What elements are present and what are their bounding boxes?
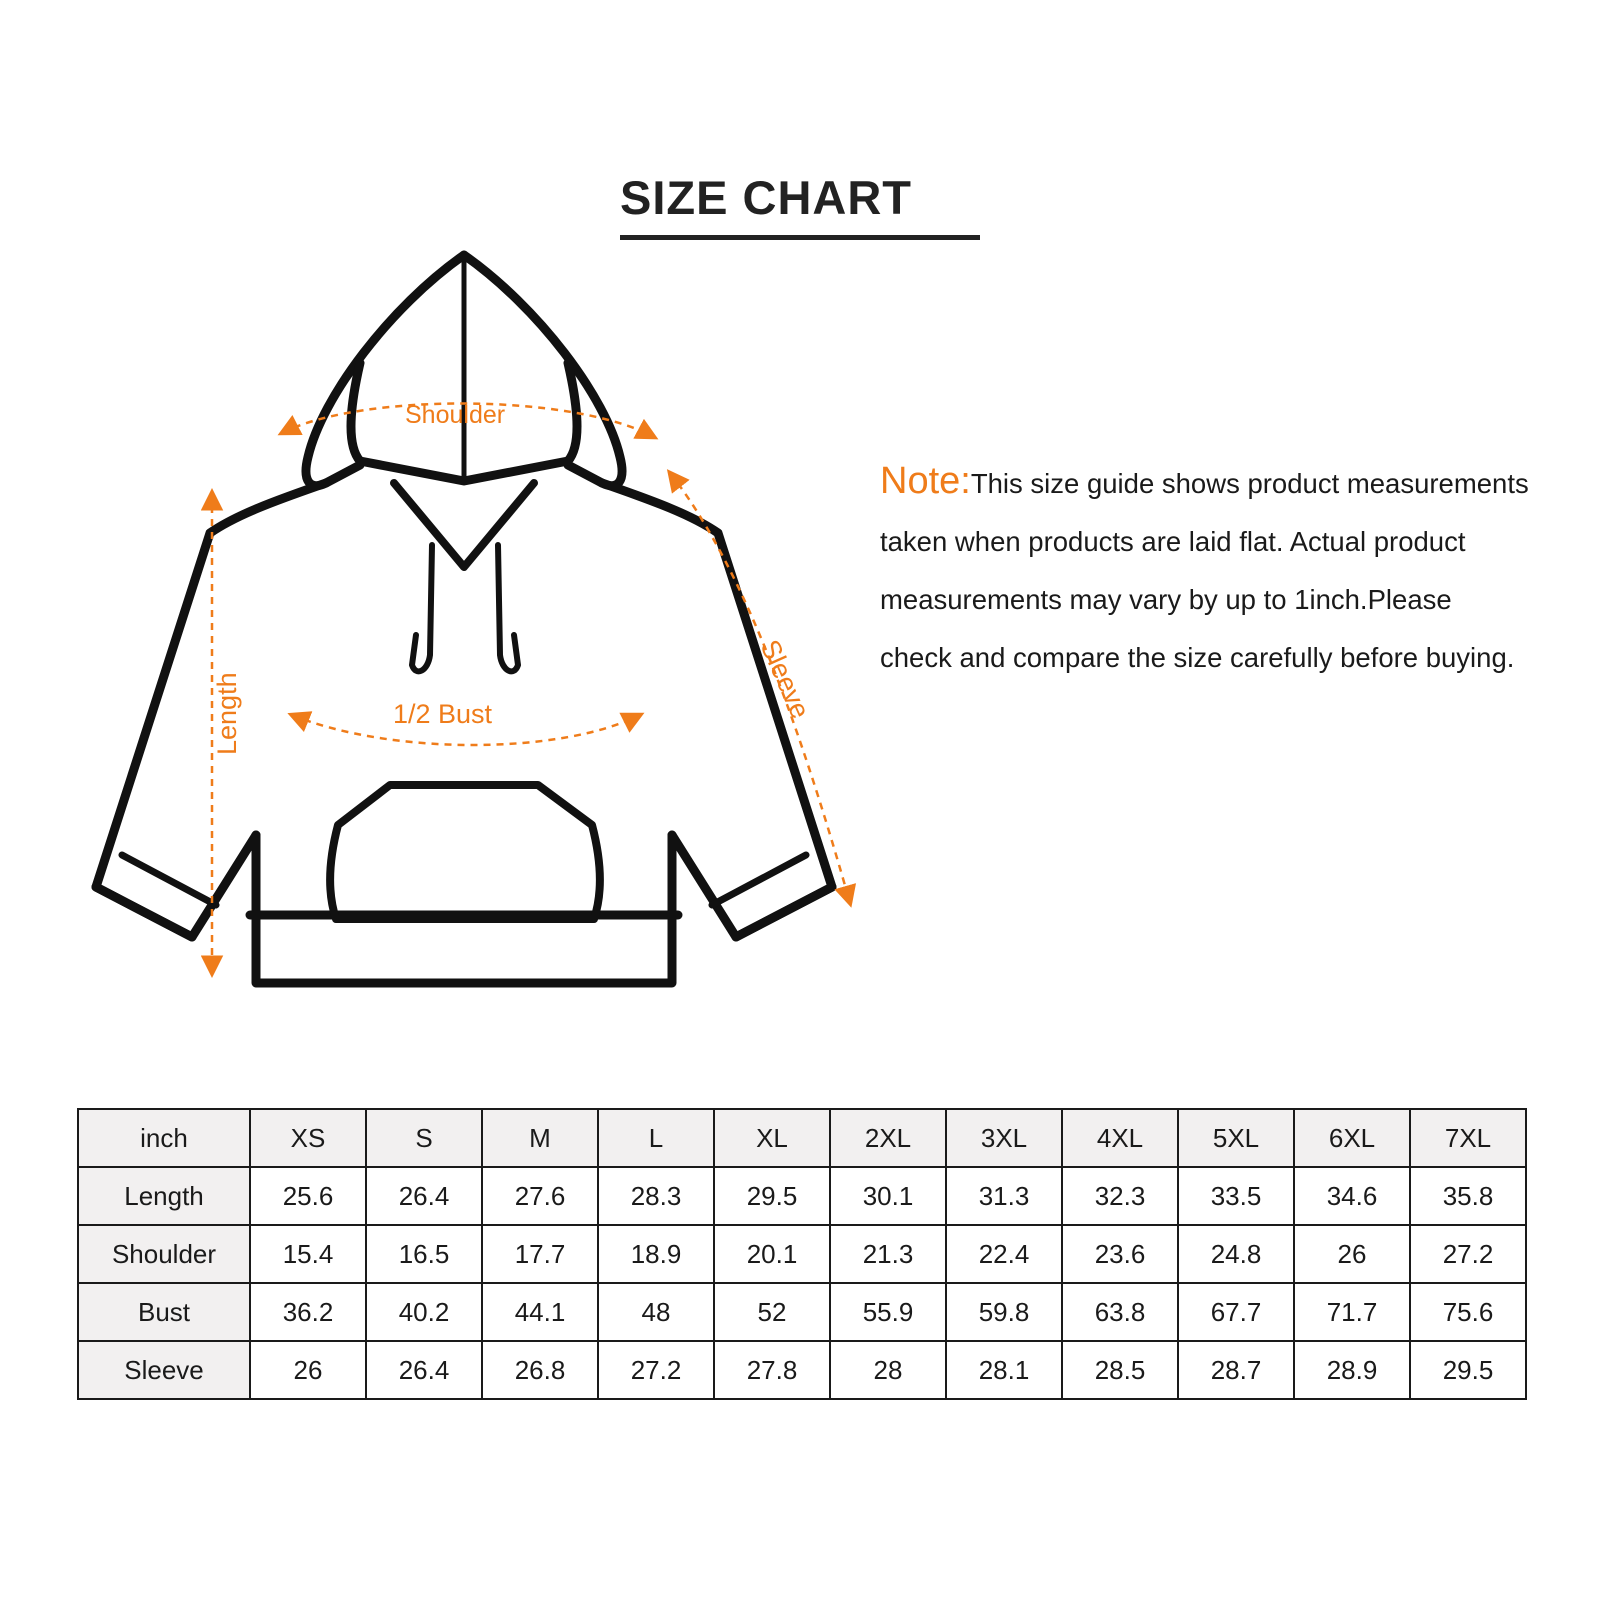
hoodie-diagram bbox=[60, 215, 880, 1005]
table-cell: 22.4 bbox=[946, 1225, 1062, 1283]
table-cell: 75.6 bbox=[1410, 1283, 1526, 1341]
column-header: 5XL bbox=[1178, 1109, 1294, 1167]
size-guide-note bbox=[880, 455, 1530, 687]
table-cell: 27.6 bbox=[482, 1167, 598, 1225]
table-cell: 27.2 bbox=[1410, 1225, 1526, 1283]
table-cell: 26 bbox=[1294, 1225, 1410, 1283]
table-cell: 67.7 bbox=[1178, 1283, 1294, 1341]
table-cell: 31.3 bbox=[946, 1167, 1062, 1225]
column-header: 3XL bbox=[946, 1109, 1062, 1167]
table-cell: 32.3 bbox=[1062, 1167, 1178, 1225]
page-title: SIZE CHART bbox=[620, 171, 912, 224]
table-cell: 27.2 bbox=[598, 1341, 714, 1399]
table-cell: 26.4 bbox=[366, 1341, 482, 1399]
table-cell: 30.1 bbox=[830, 1167, 946, 1225]
table-cell: 40.2 bbox=[366, 1283, 482, 1341]
label-shoulder: Shoulder bbox=[405, 401, 506, 429]
table-cell: 33.5 bbox=[1178, 1167, 1294, 1225]
column-header: L bbox=[598, 1109, 714, 1167]
table-cell: 16.5 bbox=[366, 1225, 482, 1283]
column-header: S bbox=[366, 1109, 482, 1167]
label-sleeve: Sleeve bbox=[754, 635, 816, 723]
table-cell: 26.4 bbox=[366, 1167, 482, 1225]
column-header: M bbox=[482, 1109, 598, 1167]
column-header: 7XL bbox=[1410, 1109, 1526, 1167]
table-cell: 48 bbox=[598, 1283, 714, 1341]
unit-header: inch bbox=[78, 1109, 250, 1167]
table-cell: 52 bbox=[714, 1283, 830, 1341]
table-cell: 27.8 bbox=[714, 1341, 830, 1399]
table-cell: 26.8 bbox=[482, 1341, 598, 1399]
row-header: Length bbox=[78, 1167, 250, 1225]
table-cell: 71.7 bbox=[1294, 1283, 1410, 1341]
table-cell: 28.1 bbox=[946, 1341, 1062, 1399]
table-cell: 15.4 bbox=[250, 1225, 366, 1283]
table-cell: 28.5 bbox=[1062, 1341, 1178, 1399]
table-cell: 17.7 bbox=[482, 1225, 598, 1283]
column-header: 2XL bbox=[830, 1109, 946, 1167]
table-cell: 34.6 bbox=[1294, 1167, 1410, 1225]
table-cell: 18.9 bbox=[598, 1225, 714, 1283]
size-table bbox=[77, 1108, 1527, 1400]
table-cell: 28 bbox=[830, 1341, 946, 1399]
table-row bbox=[78, 1167, 1526, 1225]
column-header: XS bbox=[250, 1109, 366, 1167]
column-header: 4XL bbox=[1062, 1109, 1178, 1167]
column-header: XL bbox=[714, 1109, 830, 1167]
table-cell: 28.7 bbox=[1178, 1341, 1294, 1399]
table-cell: 44.1 bbox=[482, 1283, 598, 1341]
size-table-wrap bbox=[77, 1108, 1527, 1400]
table-cell: 28.9 bbox=[1294, 1341, 1410, 1399]
note-label: Note: bbox=[880, 460, 971, 502]
label-length: Length bbox=[212, 672, 242, 755]
table-cell: 63.8 bbox=[1062, 1283, 1178, 1341]
row-header: Shoulder bbox=[78, 1225, 250, 1283]
table-cell: 24.8 bbox=[1178, 1225, 1294, 1283]
table-cell: 29.5 bbox=[1410, 1341, 1526, 1399]
table-cell: 23.6 bbox=[1062, 1225, 1178, 1283]
table-cell: 36.2 bbox=[250, 1283, 366, 1341]
table-cell: 55.9 bbox=[830, 1283, 946, 1341]
table-cell: 28.3 bbox=[598, 1167, 714, 1225]
table-cell: 35.8 bbox=[1410, 1167, 1526, 1225]
table-row bbox=[78, 1341, 1526, 1399]
table-cell: 59.8 bbox=[946, 1283, 1062, 1341]
table-cell: 25.6 bbox=[250, 1167, 366, 1225]
column-header: 6XL bbox=[1294, 1109, 1410, 1167]
table-cell: 26 bbox=[250, 1341, 366, 1399]
table-cell: 21.3 bbox=[830, 1225, 946, 1283]
row-header: Bust bbox=[78, 1283, 250, 1341]
table-header-row bbox=[78, 1109, 1526, 1167]
table-row bbox=[78, 1225, 1526, 1283]
note-text: This size guide shows product measurements taken when products are laid flat. Actual product measurements may vary by up to 1inch.Please check and compare the size carefully before buying. bbox=[880, 468, 1529, 673]
table-cell: 20.1 bbox=[714, 1225, 830, 1283]
row-header: Sleeve bbox=[78, 1341, 250, 1399]
table-row bbox=[78, 1283, 1526, 1341]
table-cell: 29.5 bbox=[714, 1167, 830, 1225]
label-half-bust: 1/2 Bust bbox=[393, 699, 493, 729]
